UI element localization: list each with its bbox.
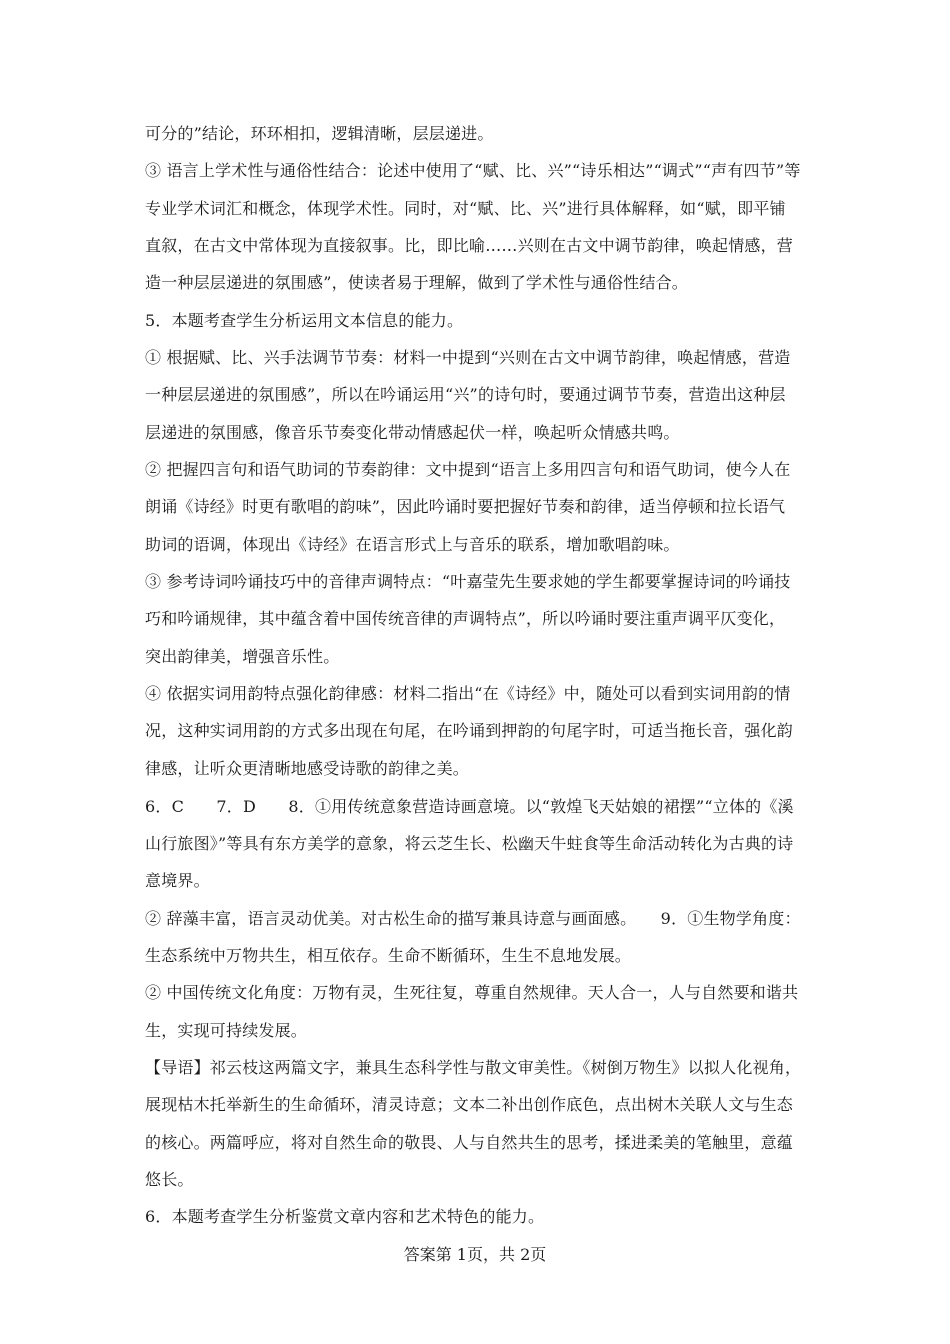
text-line: 助词的语调，体现出《诗经》在语言形式上与音乐的联系，增加歌唱韵味。 bbox=[145, 535, 680, 554]
text-line: ② 中国传统文化角度：万物有灵，生死往复，尊重自然规律。天人合一，人与自然要和谐共 bbox=[145, 983, 799, 1002]
text-line: 意境界。 bbox=[145, 871, 210, 890]
text-line: 的核心。两篇呼应，将对自然生命的敬畏、人与自然共生的思考，揉进柔美的笔触里，意蕴 bbox=[145, 1133, 794, 1152]
text-line: ③ 语言上学术性与通俗性结合：论述中使用了“赋、比、兴”“诗乐相达”“调式”“声有四节”等 bbox=[145, 161, 801, 180]
text-line: 律感，让听众更清晰地感受诗歌的韵律之美。 bbox=[145, 759, 470, 778]
text-line: 【导语】祁云枝这两篇文字，兼具生态科学性与散文审美性。《树倒万物生》以拟人化视角， bbox=[145, 1058, 802, 1077]
text-line: 专业学术词汇和概念，体现学术性。同时，对“赋、比、兴”进行具体解释，如“赋，即平铺 bbox=[145, 199, 786, 218]
page-footer: 答案第 1页，共 2页 bbox=[403, 1245, 547, 1264]
text-line: 突出韵律美，增强音乐性。 bbox=[145, 647, 340, 666]
text-line: 巧和吟诵规律，其中蕴含着中国传统音律的声调特点”，所以吟诵时要注重声调平仄变化， bbox=[145, 609, 786, 628]
text-line: 可分的”结论，环环相扣，逻辑清晰，层层递进。 bbox=[145, 124, 494, 143]
text-line: 朗诵《诗经》时更有歌唱的韵味”，因此吟诵时要把握好节奏和韵律，适当停顿和拉长语气 bbox=[145, 497, 786, 516]
text-line: ② 辞藻丰富，语言灵动优美。对古松生命的描写兼具诗意与画面感。 9．①生物学角度： bbox=[145, 909, 801, 928]
text-line: 况，这种实词用韵的方式多出现在句尾，在吟诵到押韵的句尾字时，可适当拖长音，强化韵 bbox=[145, 721, 794, 740]
text-line: 一种层层递进的氛围感”，所以在吟诵运用“兴”的诗句时，要通过调节节奏，营造出这种层 bbox=[145, 385, 786, 404]
text-line: 6．本题考查学生分析鉴赏文章内容和艺术特色的能力。 bbox=[145, 1207, 545, 1226]
text-line: ④ 依据实词用韵特点强化韵律感：材料二指出“在《诗经》中，随处可以看到实词用韵的情 bbox=[145, 684, 791, 703]
text-line: ③ 参考诗词吟诵技巧中的音律声调特点：“叶嘉莹先生要求她的学生都要掌握诗词的吟诵技 bbox=[145, 572, 791, 591]
text-line: 6．C 7．D 8．①用传统意象营造诗画意境。以“敦煌飞天姑娘的裙摆”“立体的《溪 bbox=[145, 797, 794, 816]
text-line: 展现枯木托举新生的生命循环，清灵诗意；文本二补出创作底色，点出树木关联人文与生态 bbox=[145, 1095, 794, 1114]
text-line: 造一种层层递进的氛围感”，使读者易于理解，做到了学术性与通俗性结合。 bbox=[145, 273, 688, 292]
text-line: 生态系统中万物共生，相互依存。生命不断循环，生生不息地发展。 bbox=[145, 946, 632, 965]
text-line: 悠长。 bbox=[145, 1170, 194, 1189]
text-line: 层递进的氛围感，像音乐节奏变化带动情感起伏一样，唤起听众情感共鸣。 bbox=[145, 423, 680, 442]
text-line: ① 根据赋、比、兴手法调节节奏：材料一中提到“兴则在古文中调节韵律，唤起情感，营造 bbox=[145, 348, 791, 367]
text-line: 山行旅图》”等具有东方美学的意象，将云芝生长、松幽天牛蛀食等生命活动转化为古典的诗 bbox=[145, 834, 794, 853]
text-line: ② 把握四言句和语气助词的节奏韵律：文中提到“语言上多用四言句和语气助词，使今人在 bbox=[145, 460, 791, 479]
text-line: 5．本题考查学生分析运用文本信息的能力。 bbox=[145, 311, 464, 330]
text-line: 直叙，在古文中常体现为直接叙事。比，即比喻……兴则在古文中调节韵律，唤起情感，营 bbox=[145, 236, 794, 255]
text-line: 生，实现可持续发展。 bbox=[145, 1021, 308, 1040]
